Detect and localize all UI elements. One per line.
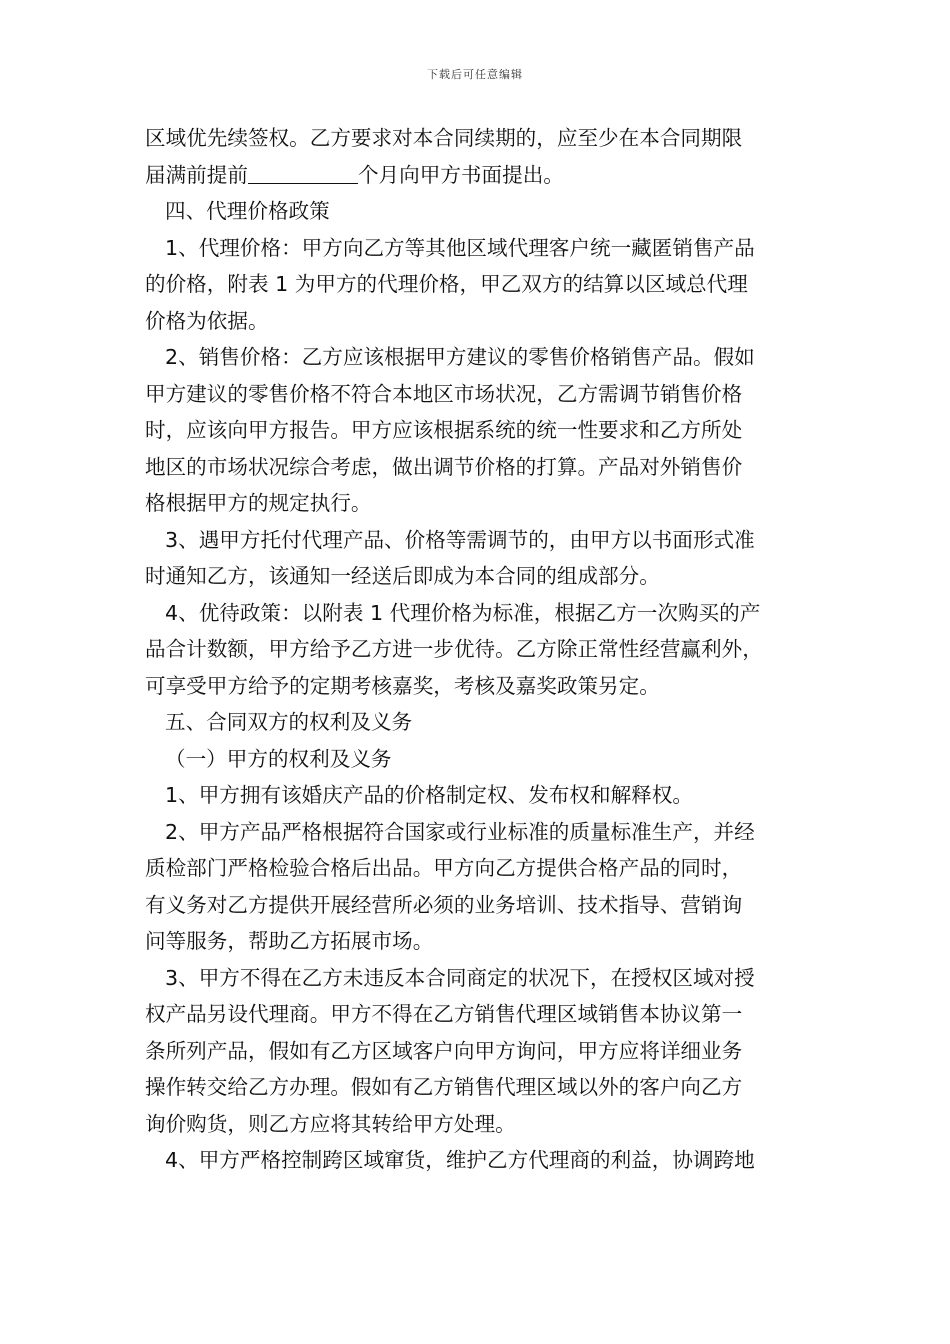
- page-header-note: 下载后可任意编辑: [427, 68, 523, 81]
- subsection-heading: （一）甲方的权利及义务: [165, 746, 392, 771]
- text-line: 3、遇甲方托付代理产品、价格等需调节的，由甲方以书面形式准: [165, 527, 755, 552]
- text-line: 质检部门严格检验合格后出品。甲方向乙方提供合格产品的同时，: [145, 856, 743, 880]
- text-line: 1、代理价格：甲方向乙方等其他区域代理客户统一藏匿销售产品: [165, 235, 755, 260]
- text-line: 问等服务，帮助乙方拓展市场。: [145, 929, 434, 953]
- text-fragment: 届满前提前: [145, 162, 248, 187]
- text-line: 甲方建议的零售价格不符合本地区市场状况，乙方需调节销售价格: [145, 381, 743, 406]
- fill-in-blank: [248, 163, 358, 184]
- text-line: 权产品另设代理商。甲方不得在乙方销售代理区域销售本协议第一: [145, 1002, 743, 1026]
- text-line: 的价格，附表 1 为甲方的代理价格，甲乙双方的结算以区域总代理: [145, 272, 748, 296]
- text-line: 区域优先续签权。乙方要求对本合同续期的，应至少在本合同期限: [145, 126, 743, 150]
- text-line: 价格为依据。: [145, 308, 269, 333]
- section-heading: 五、合同双方的权利及义务: [165, 710, 413, 734]
- text-line: 有义务对乙方提供开展经营所必须的业务培训、技术指导、营销询: [145, 892, 743, 917]
- text-fragment: 个月向甲方书面提出。: [357, 162, 564, 187]
- text-line: 3、甲方不得在乙方未违反本合同商定的状况下，在授权区域对授: [165, 965, 755, 990]
- text-line: 2、甲方产品严格根据符合国家或行业标准的质量标准生产，并经: [165, 819, 755, 844]
- text-line: 1、甲方拥有该婚庆产品的价格制定权、发布权和解释权。: [165, 783, 693, 807]
- text-line: 条所列产品，假如有乙方区域客户向甲方询问，甲方应将详细业务: [145, 1038, 743, 1063]
- text-line-with-blank: [145, 157, 810, 194]
- text-line: 时通知乙方，该通知一经送后即成为本合同的组成部分。: [145, 564, 660, 588]
- text-line: 品合计数额，甲方给予乙方进一步优待。乙方除正常性经营赢利外，: [145, 637, 763, 661]
- text-line: 操作转交给乙方办理。假如有乙方销售代理区域以外的客户向乙方: [145, 1075, 743, 1099]
- text-line: 格根据甲方的规定执行。: [145, 491, 372, 515]
- text-line: 2、销售价格：乙方应该根据甲方建议的零售价格销售产品。假如: [165, 345, 755, 369]
- text-line: 询价购货，则乙方应将其转给甲方处理。: [145, 1111, 516, 1136]
- section-heading: 四、代理价格政策: [165, 199, 330, 223]
- text-line: 4、优待政策：以附表 1 代理价格为标准，根据乙方一次购买的产: [165, 600, 761, 625]
- document-body: [145, 120, 810, 1179]
- text-line: 地区的市场状况综合考虑，做出调节价格的打算。产品对外销售价: [145, 454, 743, 479]
- text-line: 时，应该向甲方报告。甲方应该根据系统的统一性要求和乙方所处: [145, 418, 743, 442]
- text-line: 可享受甲方给予的定期考核嘉奖，考核及嘉奖政策另定。: [145, 673, 660, 698]
- text-line: 4、甲方严格控制跨区域窜货，维护乙方代理商的利益，协调跨地: [165, 1148, 755, 1172]
